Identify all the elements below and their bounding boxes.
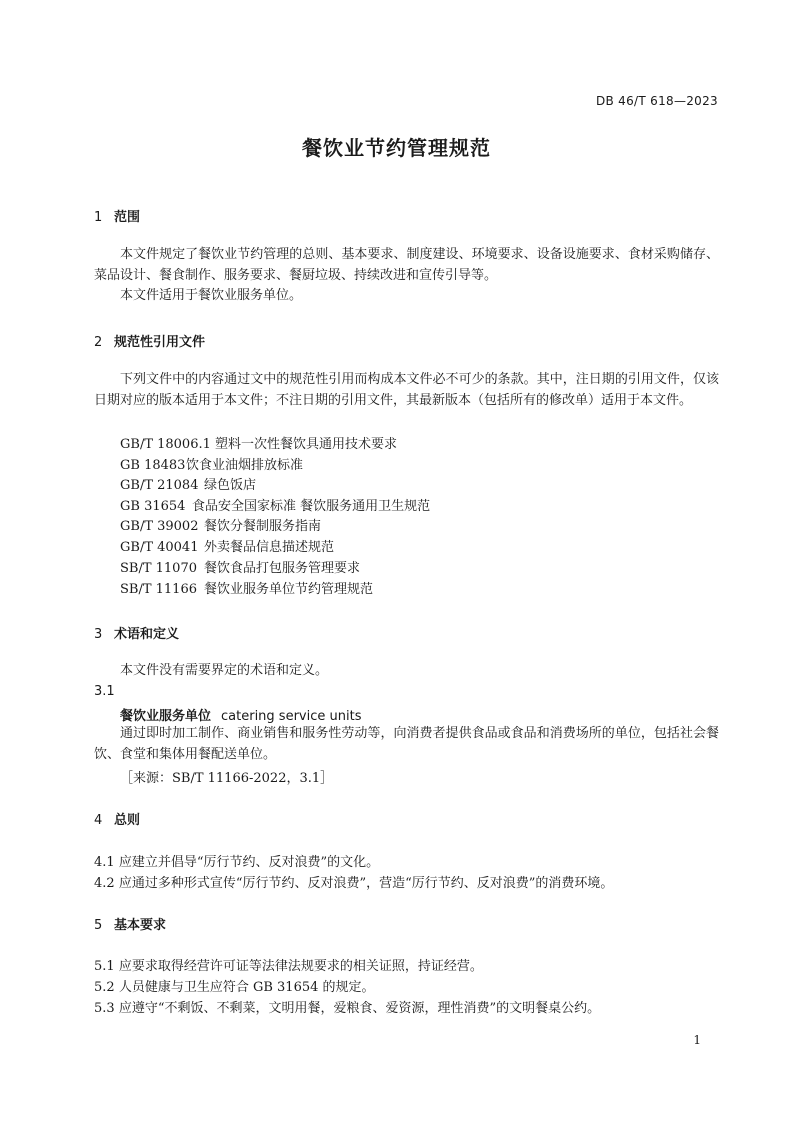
term-entry xyxy=(120,705,361,724)
clause-item xyxy=(94,851,379,870)
term-chinese: 餐饮业服务单位 xyxy=(120,709,212,724)
section-title: 范围 xyxy=(114,210,141,225)
reference-code: SB/T 11166 xyxy=(120,582,197,597)
clause-text: 应建立并倡导“厉行节约、反对浪费”的文化。 xyxy=(118,855,380,870)
section-number: 4 xyxy=(94,813,103,828)
reference-name: 餐饮分餐制服务指南 xyxy=(204,519,322,534)
reference-code: GB/T 40041 xyxy=(120,540,199,555)
clause-text: 人员健康与卫生应符合 GB 31654 的规定。 xyxy=(118,980,375,995)
clause-text: 应遵守“不剩饭、不剩菜，文明用餐，爱粮食、爱资源，理性消费”的文明餐桌公约。 xyxy=(118,1001,601,1016)
section-number: 1 xyxy=(94,210,103,225)
reference-name: 餐饮业服务单位节约管理规范 xyxy=(204,582,374,597)
section-3-paragraph-1: 本文件没有需要界定的术语和定义。 xyxy=(120,663,329,678)
reference-code: GB 31654 xyxy=(120,499,186,514)
section-title: 总则 xyxy=(114,813,141,828)
reference-name: 餐饮食品打包服务管理要求 xyxy=(204,561,361,576)
clause-item xyxy=(94,872,613,891)
term-definition: 通过即时加工制作、商业销售和服务性劳动等，向消费者提供食品或食品和消费场所的单位，包括社会餐饮、食堂和集体用餐配送单位。 xyxy=(94,726,719,762)
reference-code: GB/T 18006.1 xyxy=(120,437,211,452)
document-title: 餐饮业节约管理规范 xyxy=(302,136,491,160)
clause-number: 5.2 xyxy=(94,980,115,995)
term-source: ［来源：SB/T 11166-2022，3.1］ xyxy=(120,771,334,786)
subclause-number: 3.1 xyxy=(94,684,115,699)
clause-text: 应通过多种形式宣传“厉行节约、反对浪费”，营造“厉行节约、反对浪费”的消费环境。 xyxy=(118,876,614,891)
reference-item xyxy=(120,557,360,576)
term-english: catering service units xyxy=(221,709,362,724)
reference-item xyxy=(120,433,397,452)
reference-name: 塑料一次性餐饮具通用技术要求 xyxy=(215,437,398,452)
section-3-heading xyxy=(94,623,179,642)
reference-item xyxy=(120,454,303,473)
section-5-heading xyxy=(94,914,166,933)
clause-item xyxy=(94,976,375,995)
clause-item xyxy=(94,997,600,1016)
document-code: DB 46/T 618—2023 xyxy=(596,94,718,108)
reference-item xyxy=(120,578,373,597)
clause-number: 4.1 xyxy=(94,855,115,870)
reference-name: 饮食业油烟排放标准 xyxy=(186,458,304,473)
reference-code: GB/T 39002 xyxy=(120,519,199,534)
section-title: 术语和定义 xyxy=(114,627,180,642)
reference-code: SB/T 11070 xyxy=(120,561,197,576)
reference-name: 绿色饭店 xyxy=(204,478,257,493)
clause-number: 4.2 xyxy=(94,876,115,891)
reference-code: GB/T 21084 xyxy=(120,478,199,493)
clause-item xyxy=(94,955,483,974)
reference-name: 外卖餐品信息描述规范 xyxy=(204,540,335,555)
section-number: 5 xyxy=(94,918,103,933)
section-title: 规范性引用文件 xyxy=(114,335,206,350)
clause-number: 5.1 xyxy=(94,959,115,974)
section-4-heading xyxy=(94,809,140,828)
reference-code: GB 18483 xyxy=(120,458,186,473)
section-number: 3 xyxy=(94,627,103,642)
section-2-heading xyxy=(94,331,205,350)
section-title: 基本要求 xyxy=(114,918,167,933)
clause-text: 应要求取得经营许可证等法律法规要求的相关证照，持证经营。 xyxy=(118,959,483,974)
reference-item xyxy=(120,515,321,534)
reference-item xyxy=(120,474,256,493)
reference-name: 食品安全国家标准 餐饮服务通用卫生规范 xyxy=(192,499,431,514)
section-1-paragraph-1: 本文件规定了餐饮业节约管理的总则、基本要求、制度建设、环境要求、设备设施要求、食材采购储存、菜品设计、餐食制作、服务要求、餐厨垃圾、持续改进和宣传引导等。 xyxy=(94,247,719,283)
section-2-paragraph-1: 下列文件中的内容通过文中的规范性引用而构成本文件必不可少的条款。其中，注日期的引用文件，仅该日期对应的版本适用于本文件；不注日期的引用文件，其最新版本（包括所有的修改单）适用于本文件。 xyxy=(94,372,719,408)
reference-item xyxy=(120,536,334,555)
section-number: 2 xyxy=(94,335,103,350)
clause-number: 5.3 xyxy=(94,1001,115,1016)
section-1-paragraph-2: 本文件适用于餐饮业服务单位。 xyxy=(120,288,303,303)
page-number: 1 xyxy=(693,1033,701,1047)
reference-item xyxy=(120,495,430,514)
section-1-heading xyxy=(94,206,140,225)
